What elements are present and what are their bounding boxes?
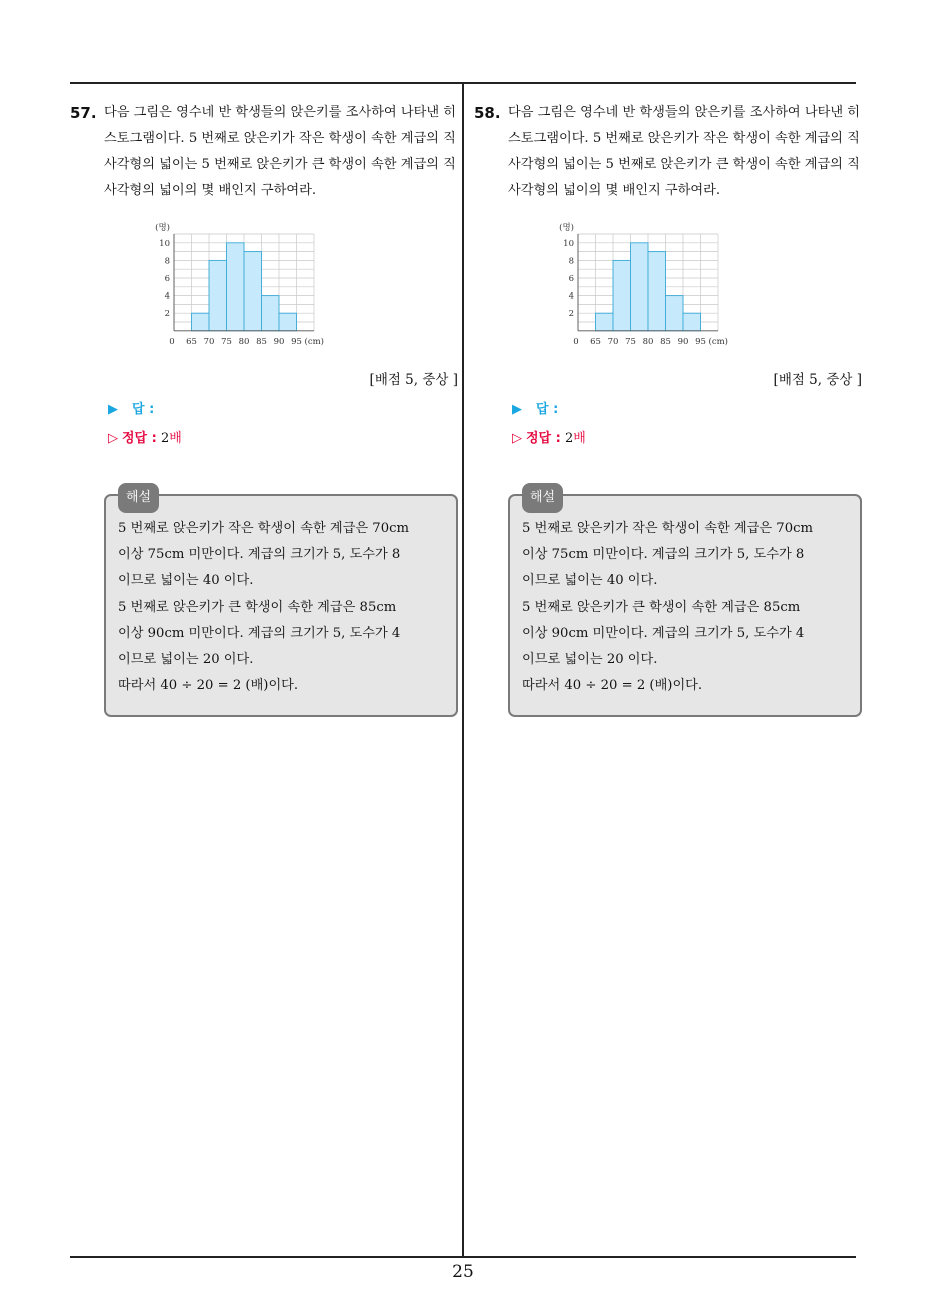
explanation-line: 이므로 넓이는 40 이다. (522, 573, 658, 589)
x-tick-label: 65 (186, 336, 197, 347)
histogram-bar (227, 243, 245, 331)
x-tick-label: 95 (291, 336, 302, 347)
x-tick-label: 75 (221, 336, 232, 347)
y-unit-label: (명) (559, 223, 574, 233)
x-tick-label: 70 (203, 336, 215, 347)
explanation-box (508, 490, 862, 717)
histogram-bar (244, 252, 262, 331)
score-label: [배점 5, 중상 ] (369, 372, 458, 388)
y-tick-label: 10 (563, 238, 574, 249)
y-tick-label: 6 (164, 274, 170, 284)
x-tick-label: 65 (590, 336, 601, 347)
x-tick-label: 90 (677, 336, 689, 347)
explanation-line: 5 번째로 앉은키가 작은 학생이 속한 계급은 70cm (118, 521, 409, 536)
histogram-bar (192, 313, 210, 331)
outline-triangle-icon: ▷ (108, 431, 118, 446)
x-tick-label: 85 (256, 336, 267, 347)
histogram-bar (262, 296, 280, 331)
correct-label: 정답 : (122, 431, 157, 446)
y-tick-label: 8 (568, 256, 574, 267)
x-tick-label: 75 (625, 336, 636, 347)
correct-value: 2 (160, 431, 170, 446)
explanation-tag: 해설 (118, 483, 159, 513)
x-tick-label: 70 (607, 336, 619, 347)
explanation-line: 이므로 넓이는 20 이다. (522, 652, 658, 668)
y-tick-label: 6 (568, 274, 574, 284)
x-tick-label: 0 (169, 336, 175, 347)
x-tick-label: 80 (238, 336, 250, 347)
x-tick-label: 95 (695, 336, 706, 347)
histogram-bar (648, 252, 666, 331)
explanation-line: 5 번째로 앉은키가 큰 학생이 속한 계급은 85cm (522, 599, 801, 615)
explanation-line: 이상 75cm 미만이다. 계급의 크기가 5, 도수가 8 (118, 547, 401, 563)
histogram-bar (631, 243, 649, 331)
answer-label: 답 : (536, 402, 559, 417)
y-tick-label: 8 (164, 256, 170, 267)
explanation-line: 이상 75cm 미만이다. 계급의 크기가 5, 도수가 8 (522, 547, 805, 563)
column-divider (462, 82, 464, 1257)
answer-label: 답 : (132, 402, 155, 417)
explanation-line: 이상 90cm 미만이다. 계급의 크기가 5, 도수가 4 (118, 625, 401, 641)
explanation-line: 5 번째로 앉은키가 작은 학생이 속한 계급은 70cm (522, 521, 813, 536)
x-tick-label: 80 (642, 336, 654, 347)
correct-value: 2 (564, 431, 574, 446)
answer-line (512, 398, 862, 417)
explanation-line: 이므로 넓이는 20 이다. (118, 652, 254, 668)
question-number: 57. (70, 104, 97, 122)
bottom-rule (70, 1256, 856, 1258)
histogram-bar (666, 296, 684, 331)
histogram-chart (556, 220, 756, 350)
outline-triangle-icon: ▷ (512, 431, 522, 446)
y-tick-label: 4 (568, 291, 574, 302)
correct-label: 정답 : (526, 431, 561, 446)
histogram-chart (152, 220, 352, 350)
y-unit-label: (명) (155, 223, 170, 233)
question-text: 다음 그림은 영수네 반 학생들의 앉은키를 조사하여 나타낸 히스토그램이다. 5 번째로 앉은키가 작은 학생이 속한 계급의 직사각형의 넓이는 5 번째로 앉은키가 큰 학생이 속한 계급의 직사각형의 넓이의 몇 배인지 구하여라. (508, 105, 861, 198)
score-label: [배점 5, 중상 ] (773, 372, 862, 388)
play-arrow-icon: ▶ (108, 402, 118, 417)
histogram-bar (279, 313, 297, 331)
correct-answer-line (512, 427, 862, 446)
histogram-bar (596, 313, 614, 331)
question-58 (474, 100, 862, 717)
answer-line (108, 398, 458, 417)
histogram-bar (209, 260, 227, 330)
explanation-box (104, 490, 458, 717)
question-text: 다음 그림은 영수네 반 학생들의 앉은키를 조사하여 나타낸 히스토그램이다. 5 번째로 앉은키가 작은 학생이 속한 계급의 직사각형의 넓이는 5 번째로 앉은키가 큰 학생이 속한 계급의 직사각형의 넓이의 몇 배인지 구하여라. (104, 105, 457, 198)
x-tick-label: 85 (660, 336, 671, 347)
question-number: 58. (474, 104, 501, 122)
correct-unit: 배 (573, 431, 586, 446)
explanation-line: 이상 90cm 미만이다. 계급의 크기가 5, 도수가 4 (522, 625, 805, 641)
explanation-line: 따라서 40 ÷ 20 = 2 (배)이다. (522, 678, 703, 694)
correct-answer-line (108, 427, 458, 446)
correct-unit: 배 (169, 431, 182, 446)
explanation-line: 이므로 넓이는 40 이다. (118, 573, 254, 589)
question-57 (70, 100, 458, 717)
y-tick-label: 10 (159, 238, 170, 249)
page-number: 25 (452, 1262, 474, 1282)
x-unit-label: (cm) (304, 336, 324, 347)
explanation-line: 따라서 40 ÷ 20 = 2 (배)이다. (118, 678, 299, 694)
question-header (474, 100, 862, 204)
histogram-bar (683, 313, 701, 331)
y-tick-label: 2 (164, 309, 170, 320)
explanation-line: 5 번째로 앉은키가 큰 학생이 속한 계급은 85cm (118, 599, 397, 615)
x-tick-label: 90 (273, 336, 285, 347)
y-tick-label: 4 (164, 291, 170, 302)
play-arrow-icon: ▶ (512, 402, 522, 417)
x-unit-label: (cm) (708, 336, 728, 347)
histogram-bar (613, 260, 631, 330)
question-header (70, 100, 458, 204)
x-tick-label: 0 (573, 336, 579, 347)
explanation-tag: 해설 (522, 483, 563, 513)
y-tick-label: 2 (568, 309, 574, 320)
